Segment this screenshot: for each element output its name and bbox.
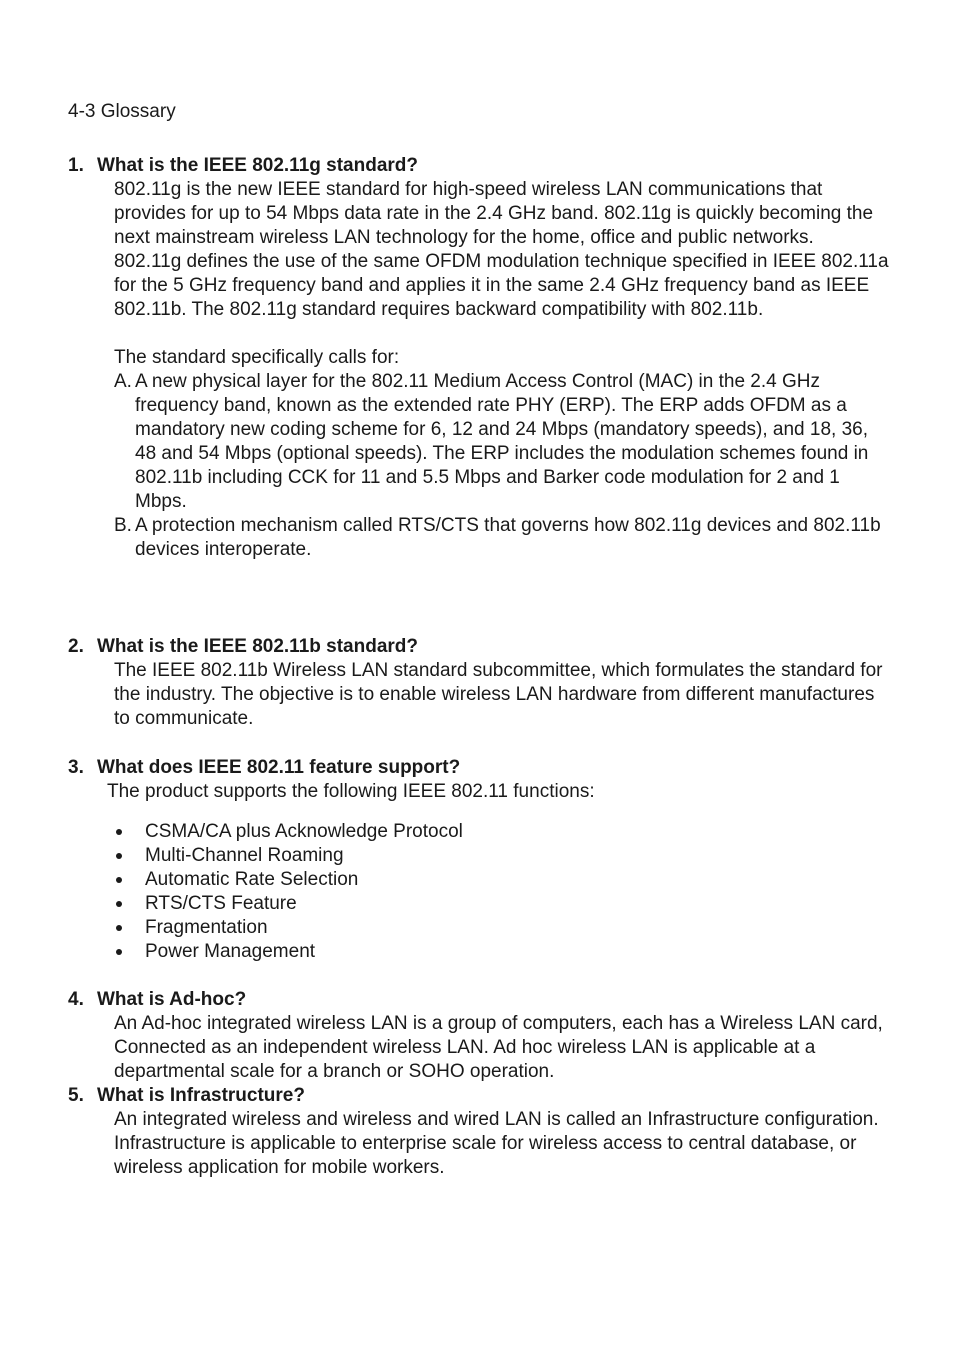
list-item (68, 916, 894, 940)
entry-heading (68, 988, 894, 1012)
bullet-icon (116, 829, 122, 835)
entry-body (114, 659, 894, 731)
list-item (114, 370, 894, 514)
entry-heading (68, 635, 894, 659)
entry-title: What does IEEE 802.11 feature support? (97, 757, 461, 778)
list-marker: B. (114, 515, 132, 536)
section-title: 4-3 Glossary (68, 101, 176, 122)
list-item-text: A protection mechanism called RTS/CTS that governs how 802.11g devices and 802.11b devices interoperate. (135, 515, 881, 560)
bullet-list (68, 820, 894, 964)
list-marker: A. (114, 371, 132, 392)
list-item-text: RTS/CTS Feature (145, 893, 297, 914)
entry-title: What is Infrastructure? (97, 1085, 305, 1106)
list-item-text: CSMA/CA plus Acknowledge Protocol (145, 821, 463, 842)
entry-heading (68, 154, 894, 178)
bullet-icon (116, 877, 122, 883)
lettered-list (114, 370, 894, 562)
entry-body (114, 1108, 894, 1180)
bullet-icon (116, 949, 122, 955)
entry-body (114, 178, 894, 562)
entry-title: What is the IEEE 802.11g standard? (97, 155, 418, 176)
paragraph: The IEEE 802.11b Wireless LAN standard subcommittee, which formulates the standard for the industry. The objective is to enable wireless LAN hardware from different manufactures to communicate. (114, 660, 883, 729)
list-item (68, 940, 894, 964)
glossary-entry-4 (68, 988, 894, 1084)
paragraph: 802.11g defines the use of the same OFDM modulation technique specified in IEEE 802.11a for the 5 GHz frequency band and applies it in the same 2.4 GHz frequency band as IEEE 802.11b. The 802.11g standard requires backward compatibility with 802.11b. (114, 251, 889, 320)
glossary-entry-2 (68, 635, 894, 731)
spacer (114, 322, 894, 346)
list-item-text: Automatic Rate Selection (145, 869, 359, 890)
list-item-text: A new physical layer for the 802.11 Medium Access Control (MAC) in the 2.4 GHz frequency band, known as the extended rate PHY (ERP). The ERP adds OFDM as a mandatory new coding scheme for 6, 12 and 24 Mbps (mandatory speeds), and 18, 36, 48 and 54 Mbps (optional speeds). The ERP includes the modulation schemes found in 802.11b including CCK for 11 and 5.5 Mbps and Barker code modulation for 2 and 1 Mbps. (135, 371, 869, 512)
bullet-icon (116, 853, 122, 859)
list-item-text: Power Management (145, 941, 316, 962)
entry-body (114, 1012, 894, 1084)
entry-number: 5. (68, 1085, 84, 1106)
list-item-text: Multi-Channel Roaming (145, 845, 344, 866)
glossary-entry-1 (68, 154, 894, 562)
entry-body (107, 780, 894, 804)
list-item (68, 844, 894, 868)
bullet-icon (116, 901, 122, 907)
paragraph: An integrated wireless and wireless and wired LAN is called an Infrastructure configuration. Infrastructure is applicable to enterprise scale for wireless access to central database, or wireless application for mobile workers. (114, 1109, 879, 1178)
paragraph: The product supports the following IEEE 802.11 functions: (107, 781, 595, 802)
entry-title: What is the IEEE 802.11b standard? (97, 636, 418, 657)
entry-title: What is Ad-hoc? (97, 989, 247, 1010)
list-item (68, 820, 894, 844)
bullet-icon (116, 925, 122, 931)
entry-number: 3. (68, 757, 84, 778)
paragraph: The standard specifically calls for: (114, 347, 400, 368)
list-item (68, 892, 894, 916)
list-item (114, 514, 894, 562)
entry-heading (68, 756, 894, 780)
entry-number: 2. (68, 636, 84, 657)
entry-heading (68, 1084, 894, 1108)
glossary-entry-3 (68, 756, 894, 964)
glossary-entry-5 (68, 1084, 894, 1180)
paragraph: 802.11g is the new IEEE standard for high-speed wireless LAN communications that provides for up to 54 Mbps data rate in the 2.4 GHz band. 802.11g is quickly becoming the next mainstream wireless LAN technology for the home, office and public networks. (114, 179, 874, 248)
list-item (68, 868, 894, 892)
entry-number: 4. (68, 989, 84, 1010)
entry-number: 1. (68, 155, 84, 176)
list-item-text: Fragmentation (145, 917, 268, 938)
paragraph: An Ad-hoc integrated wireless LAN is a group of computers, each has a Wireless LAN card, Connected as an independent wireless LAN. Ad hoc wireless LAN is applicable at a departmental scale for a branch or SOHO operation. (114, 1013, 883, 1082)
